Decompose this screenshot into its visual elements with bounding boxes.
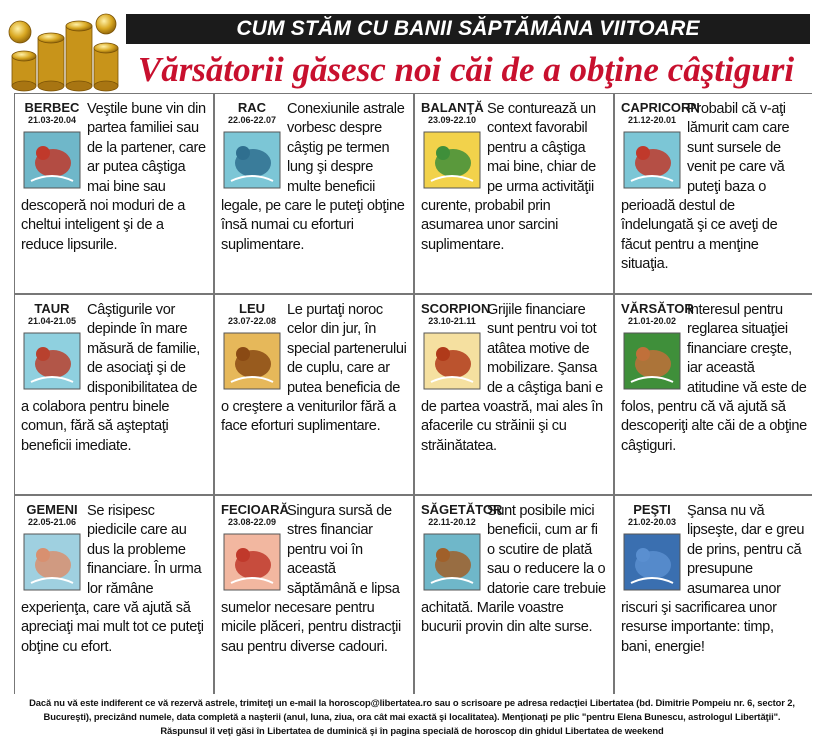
sign-cell — [215, 94, 413, 293]
taurus-icon — [23, 332, 81, 390]
sign-forecast-text: Le purtaţi noroc celor din jur, în special partenerului de cuplu, care ar putea beneficia de o creştere a veniturilor fără a face eforturi suplimentare. — [221, 302, 407, 435]
sign-forecast-text: Se risipesc piedicile care au dus la probleme financiare. În urma lor rămâne experienţa, care vă ajută să apreciaţi mai mult tot ce puteţi obţine cu efort. — [21, 503, 204, 655]
sign-cell — [615, 295, 813, 494]
sign-name: BALANŢĂ — [421, 100, 484, 115]
sign-cell — [15, 94, 213, 293]
sign-dates: 22.05-21.06 — [27, 517, 77, 527]
sign-cell — [215, 295, 413, 494]
sign-header — [21, 100, 83, 189]
sign-header — [621, 502, 683, 591]
sign-name: SĂGETĂTOR — [421, 502, 503, 517]
sign-header — [21, 301, 83, 390]
sign-forecast-text: Singura sursă de stres financiar pentru voi în această săptămână e lipsa sumelor necesare pentru micile plăceri, pentru distracţii sau pentru diverse cadouri. — [221, 503, 401, 655]
sign-forecast-text: Şansa nu vă lipseşte, dar e greu de prins, pentru că presupune asumarea unor riscuri şi sacrificarea unor resurse importante: timp, bani, energie! — [621, 503, 805, 655]
sign-cell — [415, 94, 613, 293]
sagittarius-icon — [423, 533, 481, 591]
sign-header — [21, 502, 83, 591]
sign-cell — [15, 496, 213, 695]
sign-header — [221, 100, 283, 189]
capricorn-icon — [623, 131, 681, 189]
sign-dates: 22.11-20.12 — [428, 517, 476, 527]
aquarius-icon — [623, 332, 681, 390]
sign-header — [221, 301, 283, 390]
sign-name: GEMENI — [26, 502, 78, 517]
gemini-icon — [23, 533, 81, 591]
virgo-icon — [223, 533, 281, 591]
sign-forecast-text: Interesul pentru reglarea situaţiei financiare creşte, iar această atitudine vă este de folos, pentru că vă ajută să descoperiţi alte căi de a obţine câştiguri. — [621, 302, 807, 454]
pisces-icon — [623, 533, 681, 591]
sign-dates: 22.06-22.07 — [227, 115, 277, 125]
sign-name: SCORPION — [421, 301, 491, 316]
sign-name: BERBEC — [24, 100, 80, 115]
sign-header — [421, 502, 503, 591]
sign-dates: 21.04-21.05 — [27, 316, 77, 326]
sign-dates: 21.01-20.02 — [627, 316, 677, 326]
sign-dates: 21.12-20.01 — [627, 115, 677, 125]
sign-name: FECIOARĂ — [221, 502, 289, 517]
sign-forecast-text: Conexiunile astrale vorbesc despre câştig pe termen lung şi despre multe beneficii legale, pe care le puteţi obţine însă numai cu eforturi suplimentare. — [221, 101, 405, 253]
gold-coins-icon — [6, 8, 126, 92]
sign-dates: 23.07-22.08 — [227, 316, 277, 326]
sign-name: VĂRSĂTOR — [621, 301, 694, 316]
sign-cell — [15, 295, 213, 494]
sign-dates: 23.10-21.11 — [428, 316, 476, 326]
sign-header — [621, 100, 700, 189]
sign-forecast-text: Se conturează un context favorabil pentru a câştiga mai bine, chiar de pe urma activităţii curente, probabil prin asumarea unor sarcini suplimentare. — [421, 101, 596, 253]
sign-header — [421, 100, 483, 189]
sign-forecast-text: Probabil că v-aţi lămurit cam care sunt sursele de venit pe care vă puteţi baza o perioadă destul de îndelungată şi ce aveţi de făcut pentru a menţine situaţia. — [621, 101, 790, 273]
sign-forecast-text: Sunt posibile mici beneficii, cum ar fi o scutire de plată sau o reducere la o datorie care trebuie achitată. Marile voastre bucurii provin din alte surse. — [421, 503, 606, 636]
sign-header — [621, 301, 694, 390]
sign-name: PEŞTI — [633, 502, 671, 517]
sign-name: RAC — [237, 100, 267, 115]
sign-forecast-text: Grijile financiare sunt pentru voi tot atâtea motive de mobilizare. Şansa de a câştiga bani e de partea voastră, mai ales în afacerile cu străinii şi cu străinătatea. — [421, 302, 603, 454]
sign-cell — [415, 295, 613, 494]
cancer-icon — [223, 131, 281, 189]
horoscope-grid — [14, 93, 812, 694]
headline: Vărsătorii găsesc noi căi de a obţine câştiguri — [137, 50, 795, 89]
sign-cell — [415, 496, 613, 695]
sign-dates: 21.02-20.03 — [627, 517, 677, 527]
sign-header — [421, 301, 491, 390]
sign-cell — [615, 496, 813, 695]
sign-dates: 21.03-20.04 — [27, 115, 77, 125]
sign-cell — [215, 496, 413, 695]
leo-icon — [223, 332, 281, 390]
section-title: CUM STĂM CU BANII SĂPTĂMÂNA VIITOARE — [126, 14, 810, 44]
sign-name: CAPRICORN — [621, 100, 700, 115]
sign-header — [221, 502, 289, 591]
sign-forecast-text: Veştile bune vin din partea familiei sau de la partener, care ar putea câştiga mai bine sau descoperă noi moduri de a cheltui inteligent şi de a reduce lipsurile. — [21, 101, 206, 253]
sign-dates: 23.08-22.09 — [227, 517, 277, 527]
footer-note: Dacă nu vă este indiferent ce vă rezervă astrele, trimiteţi un e-mail la horoscop@libertatea.ro sau o scrisoare pe adresa redacţiei Libertatea (bd. Dimitrie Pompeiu nr. 6, sector 2, Bucureşti), precizând numele, data completă a naşterii (anul, luna, ziua, ora cât mai exactă şi localitatea). Menţionaţi pe plic "pentru Elena Bunescu, astrologul Libertăţii". Răspunsul îl veţi găsi în Libertatea de duminică şi în pagina specială de horoscop din ghidul Libertatea de weekend — [29, 697, 795, 736]
aries-icon — [23, 131, 81, 189]
sign-name: LEU — [239, 301, 265, 316]
sign-dates: 23.09-22.10 — [427, 115, 477, 125]
scorpio-icon — [423, 332, 481, 390]
sign-cell — [615, 94, 813, 293]
sign-forecast-text: Câştigurile vor depinde în mare măsură de familie, de asociaţi şi de disponibilitatea de a colabora pentru binele comun, fără să aşteptaţi beneficii imediate. — [21, 302, 200, 454]
libra-icon — [423, 131, 481, 189]
sign-name: TAUR — [34, 301, 70, 316]
